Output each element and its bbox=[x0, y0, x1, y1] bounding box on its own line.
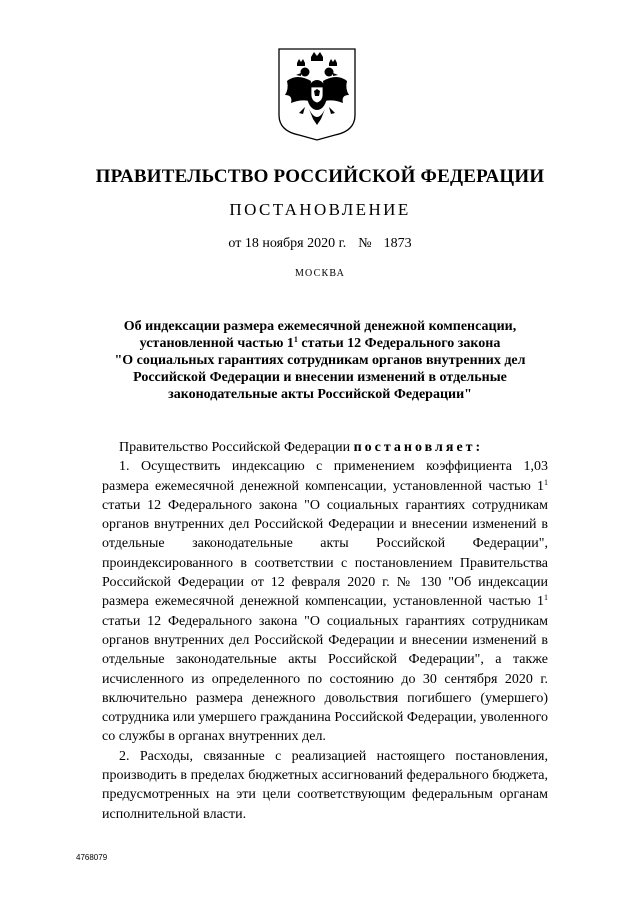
intro-paragraph bbox=[102, 438, 548, 457]
superscript: 1 bbox=[293, 335, 298, 344]
decree-verb: постановляет: bbox=[353, 440, 484, 455]
subject-line: Российской Федерации и внесении изменений в отдельные bbox=[133, 370, 507, 385]
paragraph-text: статьи 12 Федерального закона "О социальных гарантиях сотрудникам органов внутренних дел Российской Федерации и внесении изменений в отдельные законодательные акты Российской Федерации", а также исчисленного из определенного по состоянию до 30 сентября 2020 г. включительно размера денежного довольствия погибшего (умершего) сотрудника или умершего гражданина Российской Федерации, уволенного со службы в органах внутренних дел. bbox=[102, 613, 548, 745]
document-body bbox=[102, 438, 548, 824]
government-title: ПРАВИТЕЛЬСТВО РОССИЙСКОЙ ФЕДЕРАЦИИ bbox=[95, 166, 545, 187]
coat-of-arms-icon bbox=[275, 45, 359, 141]
date-number-line bbox=[0, 236, 640, 252]
subject-text: установленной частью 1 bbox=[139, 336, 294, 351]
document-code: 4768079 bbox=[76, 853, 108, 862]
superscript: 1 bbox=[544, 477, 548, 487]
subject-line: Об индексации размера ежемесячной денежной компенсации, bbox=[123, 319, 517, 334]
paragraph-1 bbox=[102, 457, 548, 746]
subject-line bbox=[0, 335, 640, 352]
paragraph-2: 2. Расходы, связанные с реализацией настоящего постановления, производить в пределах бюджетных ассигнований федерального бюджета, предусмотренных на эти цели соответствующим федеральным органам исполнительной власти. bbox=[102, 748, 548, 822]
superscript: 1 bbox=[544, 593, 548, 603]
document-number: 1873 bbox=[383, 236, 412, 251]
subject-line: законодательные акты Российской Федерации" bbox=[168, 387, 472, 402]
document-date: от 18 ноября 2020 г. bbox=[228, 236, 347, 251]
subject-text: статьи 12 Федерального закона bbox=[297, 336, 501, 351]
document-type: ПОСТАНОВЛЕНИЕ bbox=[229, 200, 411, 219]
paragraph-text: статьи 12 Федерального закона "О социальных гарантиях сотрудникам органов внутренних дел Российской Федерации и внесении изменений в отдельные законодательные акты Российской Федерации", проиндексированного в соответствии с постановлением Правительства Российской Федерации от 12 февраля 2020 г. № 130 "Об индексации размера ежемесячной денежной компенсации, установленной частью 1 bbox=[102, 497, 548, 610]
city: МОСКВА bbox=[294, 268, 346, 279]
document-subject bbox=[0, 318, 640, 403]
paragraph-text: 1. Осуществить индексацию с применением коэффициента 1,03 размера ежемесячной денежной компенсации, установленной частью 1 bbox=[102, 459, 548, 494]
subject-line: "О социальных гарантиях сотрудникам органов внутренних дел bbox=[114, 353, 526, 368]
intro-text: Правительство Российской Федерации bbox=[119, 440, 354, 455]
number-sign: № bbox=[358, 236, 372, 251]
